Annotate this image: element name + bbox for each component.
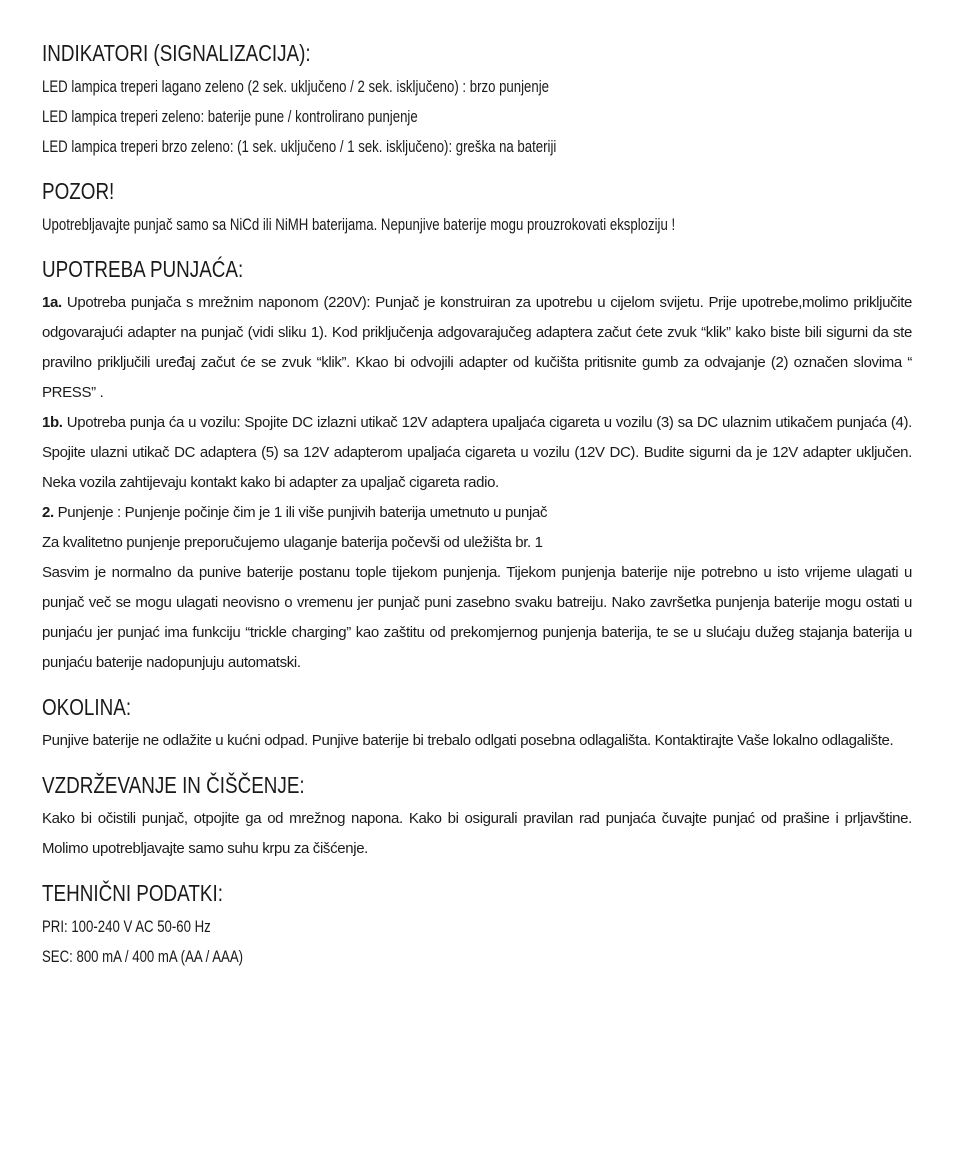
heading-vzdrzevanje: VZDRŽEVANJE IN ČIŠČENJE: [42,772,305,798]
spec-line: SEC: 800 mA / 400 mA (AA / AAA) [42,948,244,966]
okolina-text: Punjive baterije ne odlažite u kućni odpad. Punjive baterije bi trebalo odlgati posebna odlagališta. Kontaktirajte Vaše lokalno odlagalište. [42,732,894,749]
label-2: 2. [42,504,54,521]
vzdrzevanje-text: Kako bi očistili punjač, otpojite ga od mrežnog napona. Kako bi osigurali pravilan rad punjaća čuvajte punjać od prašine i prljavštine. Molimo upotrebljavajte samo suhu krpu za čišćenje. [42,810,912,857]
indikator-line: LED lampica treperi zeleno: baterije pune / kontrolirano punjenje [42,108,418,126]
text-1b: Upotreba punja ća u vozilu: Spojite DC izlazni utikač 12V adaptera upaljaća cigareta u vozilu (3) sa DC ulaznim utikačem punjaća (4). Spojite ulazni utikač DC adaptera (5) sa 12V adapterom upaljaća cigareta u vozilu (12V DC). Budite sigurni da je 12V adapter uključen. Neka vozila zahtijevaju kontakt kako bi adapter za upaljač cigareta radio. [42,414,912,491]
label-1a: 1a. [42,294,62,311]
document-page [42,38,912,986]
heading-tehnicni: TEHNIČNI PODATKI: [42,880,223,906]
pozor-text: Upotrebljavajte punjač samo sa NiCd ili NiMH baterijama. Nepunjive baterije mogu prouzrokovati eksploziju ! [42,216,676,234]
section-vzdrzevanje [42,770,912,864]
section-tehnicni [42,878,912,972]
spec-line: PRI: 100-240 V AC 50-60 Hz [42,918,211,936]
indikator-line: LED lampica treperi brzo zeleno: (1 sek. uključeno / 1 sek. isključeno): greška na bateriji [42,138,557,156]
paragraph-2 [42,498,912,528]
indikator-line: LED lampica treperi lagano zeleno (2 sek. uključeno / 2 sek. isključeno) : brzo punjenje [42,78,550,96]
section-indikatori [42,38,912,162]
heading-okolina: OKOLINA: [42,694,132,720]
heading-upotreba: UPOTREBA PUNJAĆA: [42,256,244,282]
text-1a: Upotreba punjača s mrežnim naponom (220V): Punjač je konstruiran za upotrebu u cijelom svijetu. Prije upotrebe,molimo priključite odgovarajući adapter na punjač (vidi sliku 1). Kod priključenja adgovarajučeg adaptera začut ćete zvuk “klik” kako biste bili sigurni da ste pravilno priključili uređaj začut će se zvuk “klik”. Kkao bi odvojili adapter od kučišta pritisnite gumb za odvajanje (2) označen slovima “ PRESS” . [42,294,912,401]
text-2: Punjenje : Punjenje počinje čim je 1 ili više punjivih baterija umetnuto u punjač [53,504,548,521]
heading-indikatori: INDIKATORI (SIGNALIZACIJA): [42,40,311,66]
heading-pozor: POZOR! [42,178,115,204]
paragraph-napomena: Sasvim je normalno da punive baterije postanu tople tijekom punjenja. Tijekom punjenja baterije nije potrebno u isto vrijeme ulagati u punjač več se mogu ulagati neovisno o vremenu jer punjač puni zasebno svaku batreiju. Nako završetka punjenja baterije mogu ostati u punjaću jer punjać ima funkciju “trickle charging” kao zaštitu od prekomjernog punjenja baterija, te se u slućaju dužeg stajanja baterija u punjaću baterije nadopunjuju automatski. [42,564,912,671]
section-pozor [42,176,912,240]
paragraph-1b [42,408,912,498]
label-1b: 1b. [42,414,63,431]
section-upotreba [42,254,912,678]
section-okolina [42,692,912,756]
paragraph-ulaganje: Za kvalitetno punjenje preporučujemo ulaganje baterija počevši od uležišta br. 1 [42,534,543,551]
paragraph-1a [42,288,912,408]
